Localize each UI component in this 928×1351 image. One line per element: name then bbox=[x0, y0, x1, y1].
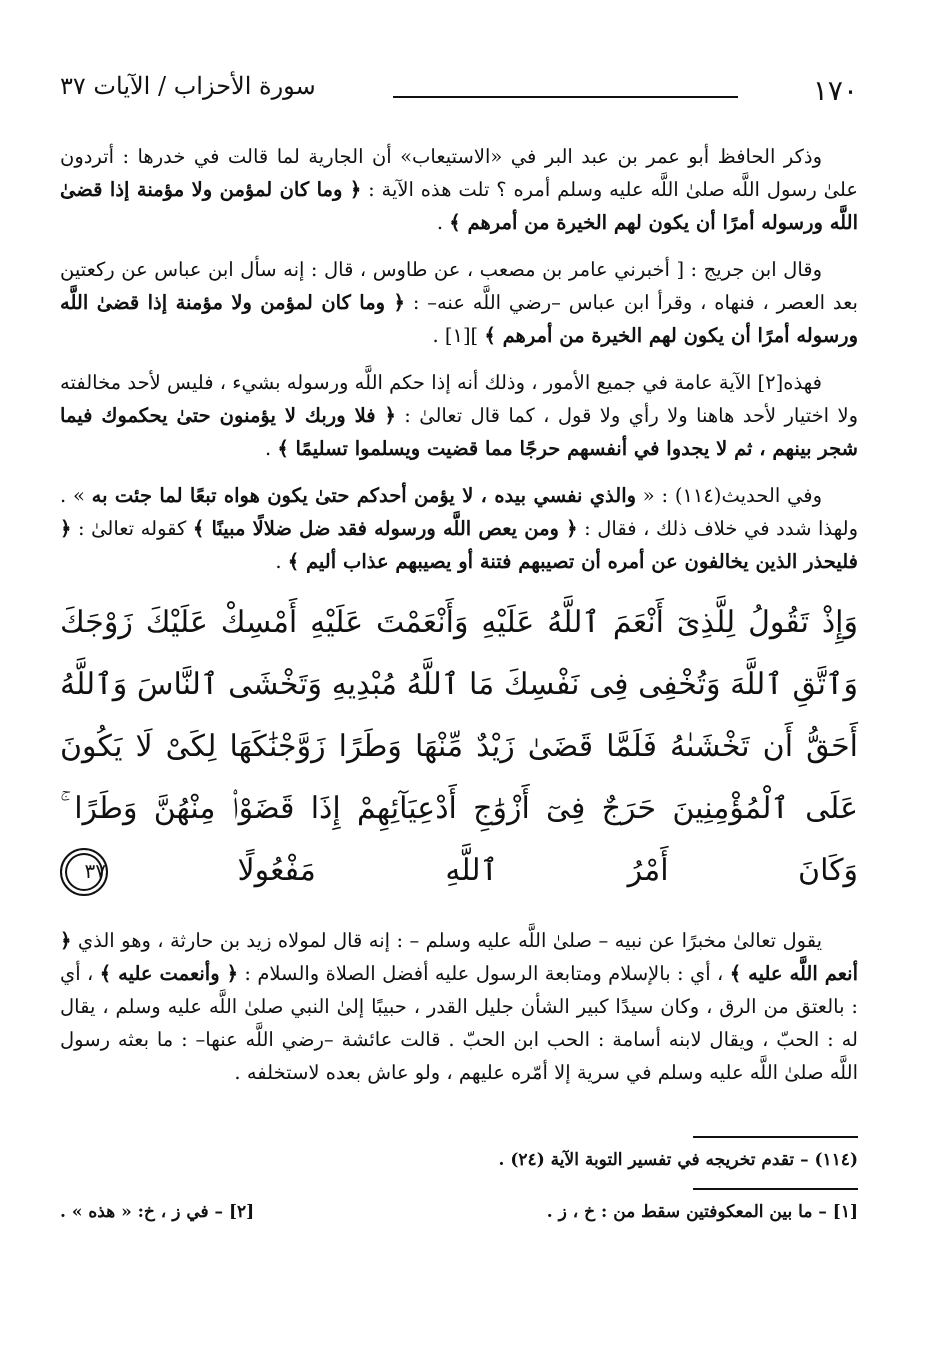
quote-verse: ﴿ فليحذر الذين يخالفون عن أمره أن تصيبهم فتنة أو يصيبهم عذاب أليم ﴾ bbox=[60, 517, 858, 573]
quote-verse: ﴿ وأنعمت عليه ﴾ bbox=[99, 962, 239, 985]
paragraph-1 bbox=[60, 140, 858, 239]
paragraph-text: فهذه[٢] الآية عامة في جميع الأمور ، وذلك أنه إذا حكم اللَّه ورسوله بشيء ، فليس لأحد مخالفته ولا اختيار لأحد هاهنا ولا رأي ولا قول ، كما قال تعالىٰ : bbox=[60, 371, 858, 427]
paragraph-3 bbox=[60, 366, 858, 465]
quran-verse-text: وَإِذْ تَقُولُ لِلَّذِىٓ أَنْعَمَ ٱللَّهُ عَلَيْهِ وَأَنْعَمْتَ عَلَيْهِ أَمْسِكْ عَلَيْكَ زَوْجَكَ وَٱتَّقِ ٱللَّهَ وَتُخْفِى فِى نَفْسِكَ مَا ٱللَّهُ مُبْدِيهِ وَتَخْشَى ٱلنَّاسَ وَٱللَّهُ أَحَقُّ أَن تَخْشَىٰهُ فَلَمَّا قَضَىٰ زَيْدٌ مِّنْهَا وَطَرًا زَوَّجْنَٰكَهَا لِكَىْ لَا يَكُونَ عَلَى ٱلْمُؤْمِنِينَ حَرَجٌ فِىٓ أَزْوَٰجِ أَدْعِيَآئِهِمْ إِذَا قَضَوْا۟ مِنْهُنَّ وَطَرًا ۚ وَكَانَ أَمْرُ ٱللَّهِ مَفْعُولًا bbox=[60, 605, 858, 888]
paragraph-text: . bbox=[436, 211, 450, 234]
paragraph-2 bbox=[60, 253, 858, 352]
footnotes bbox=[60, 1130, 858, 1226]
paragraph-text: ، أي : بالإسلام ومتابعة الرسول عليه أفضل الصلاة والسلام : bbox=[238, 962, 730, 985]
quran-verse-block bbox=[60, 592, 858, 902]
paragraph-text: ][١] . bbox=[432, 324, 485, 347]
paragraph-4 bbox=[60, 479, 858, 578]
paragraph-text: وقال ابن جريج : [ أخبرني عامر بن مصعب ، عن طاوس ، قال : إنه سأل ابن عباس عن ركعتين بعد العصر ، فنهاه ، وقرأ ابن عباس –رضي اللَّه عنه– : bbox=[60, 258, 858, 314]
ayah-number-marker: ٣٧ bbox=[60, 848, 108, 896]
paragraph-text: وفي الحديث(١١٤) : « bbox=[636, 484, 822, 507]
paragraph-text: . bbox=[275, 550, 288, 573]
quote-hadith: والذي نفسي بيده ، لا يؤمن أحدكم حتىٰ يكون هواه تبعًا لما جئت به bbox=[91, 484, 637, 507]
paragraph-text: ، أي : بالعتق من الرق ، وكان سيدًا كبير الشأن جليل القدر ، حبيبًا إلىٰ النبي صلىٰ اللَّه عليه وسلم ، يقال له : الحبّ ، ويقال لابنه أسامة : الحب ابن الحبّ . قالت عائشة –رضي اللَّه عنها– : ما بعثه رسول اللَّه صلىٰ اللَّه عليه وسلم في سرية إلا أمّره عليهم ، ولو عاش بعده لاستخلفه . bbox=[60, 962, 858, 1084]
header-rule bbox=[393, 96, 738, 98]
running-title: سورة الأحزاب / الآيات ٣٧ bbox=[60, 72, 316, 100]
footnote-hadith: (١١٤) – تقدم تخريجه في تفسير التوبة الآية (٢٤) . bbox=[498, 1150, 858, 1170]
quote-verse: ﴿ أنعم اللَّه عليه ﴾ bbox=[60, 929, 858, 985]
footnote-rule bbox=[693, 1188, 858, 1190]
footnote-variant-2: [٢] – في ز ، خ: « هذه » . bbox=[60, 1202, 255, 1222]
paragraph-text: وذكر الحافظ أبو عمر بن عبد البر في «الاستيعاب» أن الجارية لما قالت في خدرها : أتردون علىٰ رسول اللَّه صلىٰ اللَّه عليه وسلم أمره ؟ تلت هذه الآية : bbox=[60, 145, 858, 201]
footnote-variants bbox=[60, 1198, 858, 1226]
quote-verse: ﴿ فلا وربك لا يؤمنون حتىٰ يحكموك فيما شجر بينهم ، ثم لا يجدوا في أنفسهم حرجًا مما قضيت ويسلموا تسليمًا ﴾ bbox=[60, 404, 858, 460]
quote-verse: ﴿ وما كان لمؤمن ولا مؤمنة إذا قضىٰ اللَّه ورسوله أمرًا أن يكون لهم الخيرة من أمرهم ﴾ bbox=[60, 178, 858, 234]
footnote-rule bbox=[693, 1136, 858, 1138]
paragraph-text: كقوله تعالىٰ : bbox=[71, 517, 193, 540]
paragraph-text: » . ولهذا شدد في خلاف ذلك ، فقال : bbox=[60, 484, 859, 540]
quote-verse: ﴿ وما كان لمؤمن ولا مؤمنة إذا قضىٰ اللَّه ورسوله أمرًا أن يكون لهم الخيرة من أمرهم ﴾ bbox=[60, 291, 858, 347]
paragraph-text: . bbox=[264, 437, 278, 460]
footnote-variant-1: [١] – ما بين المعكوفتين سقط من : خ ، ز . bbox=[546, 1202, 858, 1222]
quote-verse: ﴿ ومن يعص اللَّه ورسوله فقد ضل ضلالًا مبينًا ﴾ bbox=[192, 517, 578, 540]
page-header bbox=[60, 70, 858, 110]
commentary-paragraph bbox=[60, 924, 858, 1089]
paragraph-text: يقول تعالىٰ مخبرًا عن نبيه – صلىٰ اللَّه عليه وسلم – : إنه قال لمولاه زيد بن حارثة ، وهو الذي bbox=[71, 929, 822, 952]
page-number: ١٧٠ bbox=[812, 74, 858, 107]
main-text bbox=[60, 140, 858, 1103]
